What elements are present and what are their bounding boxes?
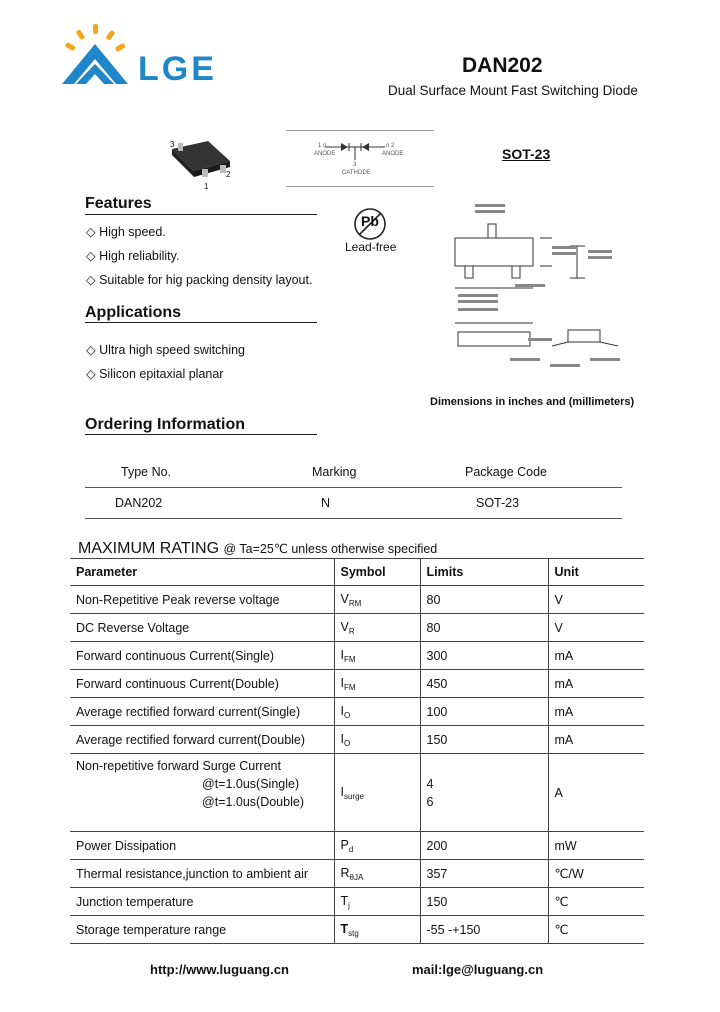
- pin-label-2: 2: [226, 170, 231, 179]
- param-cell: Junction temperature: [70, 888, 334, 916]
- symbol-cell: $P_d$: [334, 832, 420, 860]
- param-cell: Average rectified forward current(Single): [70, 698, 334, 726]
- footer-email-link[interactable]: mail:lge@luguang.cn: [412, 962, 544, 977]
- param-cell: DC Reverse Voltage: [70, 614, 334, 642]
- header-unit: Unit: [548, 559, 644, 586]
- unit-cell: mA: [548, 726, 644, 754]
- ordering-rule-bottom: [85, 518, 622, 519]
- subtitle: Dual Surface Mount Fast Switching Diode: [388, 83, 638, 98]
- max-rating-condition: @ Ta=25℃ unless otherwise specified: [223, 542, 438, 556]
- param-cell: Non-Repetitive Peak reverse voltage: [70, 586, 334, 614]
- diamond-bullet-icon: ◇: [86, 249, 100, 263]
- limit-cell: 150: [420, 726, 548, 754]
- limit-cell: -55 -+150: [420, 916, 548, 944]
- symbol-cell: $I_O$: [334, 726, 420, 754]
- symbol-cell: $I_{surge}$: [334, 754, 420, 832]
- symbol-cell: $I_{FM}$: [334, 642, 420, 670]
- ordering-marking-value: N: [321, 496, 331, 510]
- dimensions-caption: Dimensions in inches and (millimeters): [430, 396, 635, 408]
- symbol-cell: $V_R$: [334, 614, 420, 642]
- lead-free-label: Lead-free: [345, 240, 397, 254]
- table-row: [70, 888, 644, 916]
- limit-cell: 200: [420, 832, 548, 860]
- lge-logo: [60, 22, 140, 92]
- param-cell: Forward continuous Current(Single): [70, 642, 334, 670]
- application-item: ◇ Silicon epitaxial planar: [86, 367, 224, 381]
- unit-cell: mA: [548, 642, 644, 670]
- param-cell: Storage temperature range: [70, 916, 334, 944]
- diamond-bullet-icon: ◇: [86, 367, 100, 381]
- unit-cell: V: [548, 586, 644, 614]
- schematic-anode1: ANODE: [314, 151, 336, 157]
- dimension-drawing: [440, 198, 640, 378]
- ordering-underline: [85, 434, 317, 435]
- schematic-top-line: [286, 130, 434, 131]
- unit-cell: mW: [548, 832, 644, 860]
- table-header-row: [70, 559, 644, 586]
- schematic-anode2: ANODE: [382, 151, 404, 157]
- max-rating-title: MAXIMUM RATING @ Ta=25℃ unless otherwise specified: [78, 540, 438, 557]
- application-item: ◇ Ultra high speed switching: [86, 343, 246, 357]
- schematic-pin1: 1 o: [318, 143, 327, 149]
- schematic-bottom-line: [286, 186, 434, 187]
- header-limits: Limits: [420, 559, 548, 586]
- features-title: Features: [85, 195, 152, 212]
- table-row: [70, 754, 644, 832]
- unit-cell: A: [548, 754, 644, 832]
- package-name: SOT-23: [502, 146, 551, 162]
- logo-text: LGE: [138, 50, 217, 88]
- symbol-cell: $R_{\theta JA}$: [334, 860, 420, 888]
- features-underline: [85, 214, 317, 215]
- param-cell: Power Dissipation: [70, 832, 334, 860]
- unit-cell: ℃: [548, 916, 644, 944]
- limit-cell: 100: [420, 698, 548, 726]
- pin-label-1: 1: [204, 182, 209, 191]
- symbol-cell: $I_{FM}$: [334, 670, 420, 698]
- table-row: [70, 832, 644, 860]
- diamond-bullet-icon: ◇: [86, 343, 100, 357]
- unit-cell: V: [548, 614, 644, 642]
- param-cell: Non-repetitive forward Surge Current @t=1.0us(Single) @t=1.0us(Double): [70, 754, 334, 832]
- part-number: DAN202: [462, 54, 543, 77]
- table-row: [70, 614, 644, 642]
- schematic-pin2: o 2: [386, 143, 395, 149]
- symbol-cell: $I_O$: [334, 698, 420, 726]
- table-row: [70, 916, 644, 944]
- pin-label-3: 3: [170, 140, 175, 149]
- limit-cell: 450: [420, 670, 548, 698]
- applications-title: Applications: [85, 304, 182, 321]
- unit-cell: mA: [548, 698, 644, 726]
- unit-cell: ℃: [548, 888, 644, 916]
- table-row: [70, 726, 644, 754]
- ordering-rule-top: [85, 487, 622, 488]
- symbol-cell: $T_j$: [334, 888, 420, 916]
- limit-cell: 80: [420, 586, 548, 614]
- schematic-pin3: 3: [353, 162, 357, 168]
- header-symbol: Symbol: [334, 559, 420, 586]
- symbol-cell: $V_{RM}$: [334, 586, 420, 614]
- ordering-header-type: Type No.: [121, 465, 172, 479]
- limit-cell: 4 6: [420, 754, 548, 832]
- table-row: [70, 698, 644, 726]
- ordering-type-value: DAN202: [115, 496, 163, 510]
- table-row: [70, 642, 644, 670]
- limit-cell: 150: [420, 888, 548, 916]
- feature-item: ◇ High reliability.: [86, 249, 180, 263]
- applications-underline: [85, 322, 317, 323]
- feature-item: ◇ High speed.: [86, 225, 166, 239]
- table-row: [70, 586, 644, 614]
- unit-cell: mA: [548, 670, 644, 698]
- param-cell: Thermal resistance,junction to ambient air: [70, 860, 334, 888]
- ordering-header-marking: Marking: [312, 465, 357, 479]
- limit-cell: 357: [420, 860, 548, 888]
- param-cell: Average rectified forward current(Double): [70, 726, 334, 754]
- symbol-cell: $T_{stg}$: [334, 916, 420, 944]
- diamond-bullet-icon: ◇: [86, 225, 100, 239]
- param-cell: Forward continuous Current(Double): [70, 670, 334, 698]
- limit-cell: 80: [420, 614, 548, 642]
- table-row: [70, 860, 644, 888]
- ordering-header-package: Package Code: [465, 465, 548, 479]
- diamond-bullet-icon: ◇: [86, 273, 100, 287]
- ordering-title: Ordering Information: [85, 416, 245, 433]
- footer-website-link[interactable]: http://www.luguang.cn: [150, 962, 289, 977]
- pb-symbol: Pb: [361, 213, 379, 229]
- feature-item: ◇ Suitable for hig packing density layout.: [86, 273, 313, 287]
- ordering-package-value: SOT-23: [476, 496, 520, 510]
- header-parameter: Parameter: [70, 559, 334, 586]
- table-row: [70, 670, 644, 698]
- limit-cell: 300: [420, 642, 548, 670]
- max-rating-table: [70, 558, 644, 944]
- schematic-cathode: CATHODE: [342, 170, 371, 176]
- unit-cell: ℃/W: [548, 860, 644, 888]
